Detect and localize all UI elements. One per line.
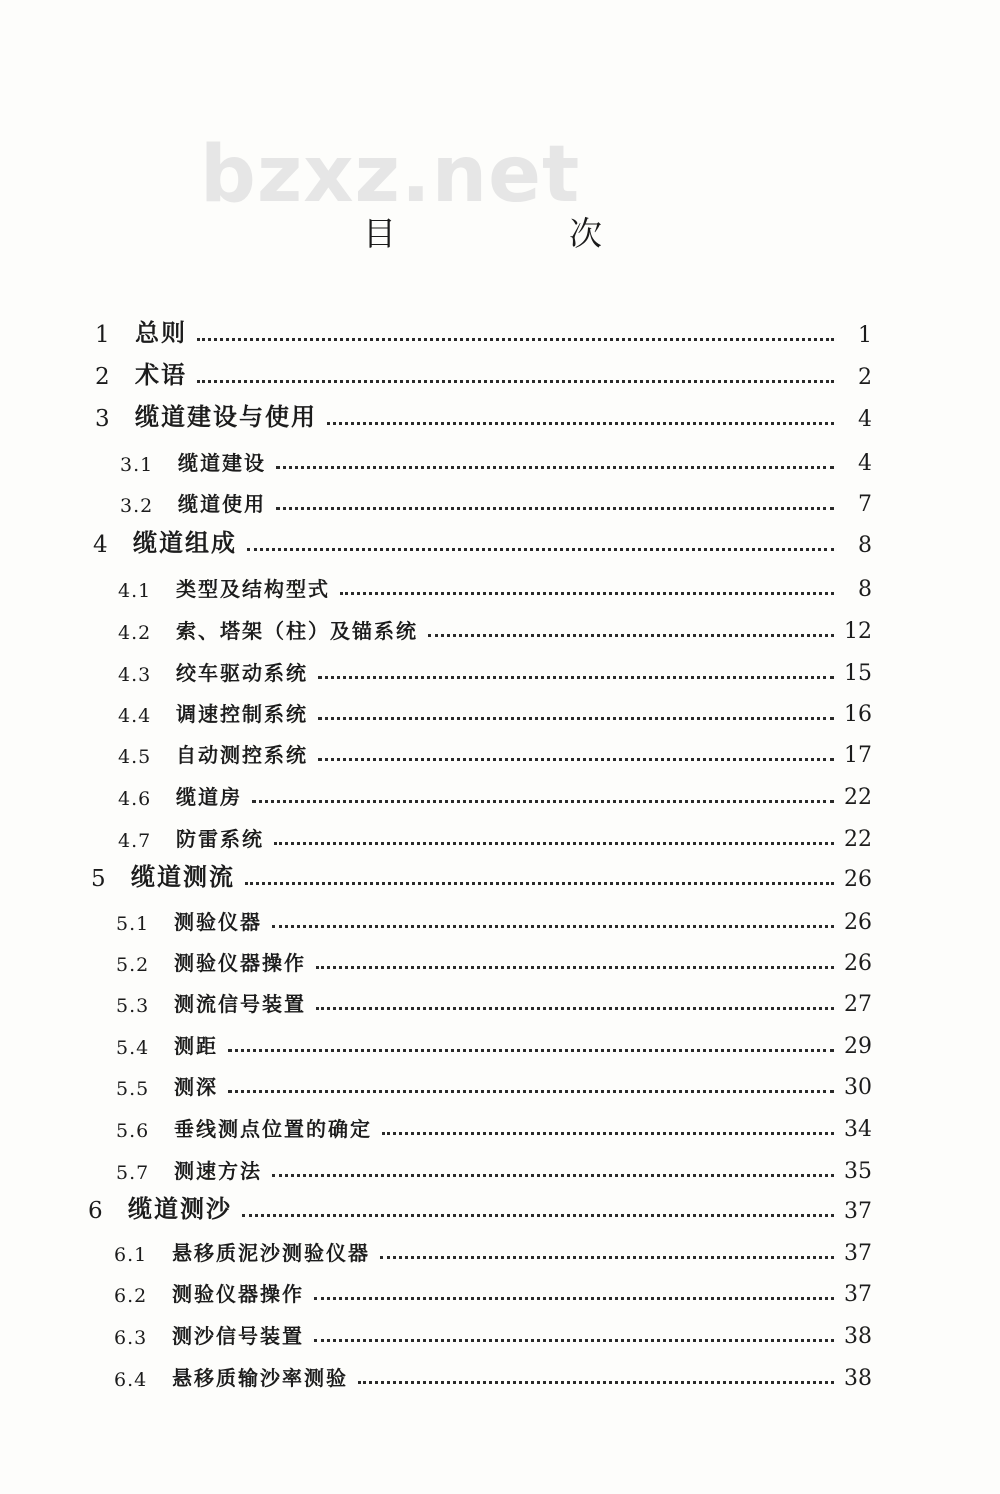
toc-entry-label: 测深	[174, 1075, 218, 1099]
toc-entry-page-number: 17	[844, 743, 872, 768]
toc-entry-number: 5.1	[116, 913, 150, 935]
toc-entry[interactable]	[93, 528, 872, 558]
toc-entry-page-number: 22	[844, 827, 872, 852]
toc-entry-number: 5.3	[116, 995, 150, 1017]
toc-entry-number: 4.6	[118, 788, 152, 810]
toc-dot-leader	[382, 1132, 834, 1135]
toc-entry[interactable]	[95, 318, 872, 348]
toc-dot-leader	[272, 925, 834, 928]
toc-entry-page-number: 1	[858, 323, 872, 348]
toc-dot-leader	[428, 634, 834, 637]
toc-entry-page-number: 4	[858, 407, 872, 432]
toc-dot-leader	[274, 842, 834, 845]
toc-entry-number: 4	[93, 532, 108, 558]
toc-entry[interactable]	[114, 1277, 872, 1307]
toc-entry[interactable]	[95, 360, 872, 390]
toc-dot-leader	[314, 1297, 834, 1300]
toc-entry-label: 缆道房	[176, 785, 242, 809]
toc-entry-page-number: 26	[844, 910, 872, 935]
toc-entry-number: 5.4	[116, 1037, 150, 1059]
toc-entry[interactable]	[116, 905, 872, 935]
toc-entry-number: 3	[95, 406, 110, 432]
toc-entry-label: 测验仪器操作	[172, 1282, 304, 1306]
toc-dot-leader	[228, 1090, 834, 1093]
toc-dot-leader	[252, 800, 834, 803]
toc-entry-label: 类型及结构型式	[176, 577, 330, 601]
page-title: 目 次	[363, 214, 672, 253]
toc-entry-page-number: 8	[858, 533, 872, 558]
toc-entry-page-number: 37	[844, 1282, 872, 1307]
toc-entry-page-number: 12	[844, 619, 872, 644]
toc-entry-page-number: 7	[858, 492, 872, 517]
toc-entry-number: 2	[95, 364, 110, 390]
toc-entry-number: 5.6	[116, 1120, 150, 1142]
toc-entry-number: 3.1	[120, 454, 154, 476]
toc-entry-label: 缆道测流	[131, 862, 235, 891]
toc-dot-leader	[314, 1339, 834, 1342]
toc-entry[interactable]	[118, 738, 872, 768]
toc-entry[interactable]	[116, 1112, 872, 1142]
toc-dot-leader	[358, 1381, 834, 1384]
toc-entry-label: 术语	[135, 360, 187, 389]
toc-entry-number: 4.4	[118, 705, 152, 727]
toc-entry-page-number: 37	[844, 1241, 872, 1266]
toc-entry-page-number: 35	[844, 1159, 872, 1184]
toc-entry-page-number: 26	[844, 951, 872, 976]
toc-entry-label: 自动测控系统	[176, 743, 308, 767]
toc-entry[interactable]	[118, 656, 872, 686]
toc-entry[interactable]	[114, 1319, 872, 1349]
toc-entry[interactable]	[118, 780, 872, 810]
toc-dot-leader	[327, 422, 834, 425]
toc-entry-number: 5.2	[116, 954, 150, 976]
toc-entry[interactable]	[118, 822, 872, 852]
toc-entry-label: 测验仪器操作	[174, 951, 306, 975]
toc-dot-leader	[245, 882, 834, 885]
toc-entry-page-number: 37	[844, 1199, 872, 1224]
toc-entry-label: 缆道建设与使用	[135, 402, 317, 431]
toc-dot-leader	[318, 717, 834, 720]
toc-dot-leader	[316, 966, 834, 969]
toc-dot-leader	[197, 338, 834, 341]
toc-dot-leader	[318, 676, 834, 679]
toc-entry[interactable]	[116, 987, 872, 1017]
toc-entry-number: 4.3	[118, 664, 152, 686]
toc-entry-page-number: 38	[844, 1324, 872, 1349]
toc-dot-leader	[380, 1256, 834, 1259]
toc-dot-leader	[276, 466, 834, 469]
toc-entry-page-number: 27	[844, 992, 872, 1017]
toc-entry-page-number: 15	[844, 661, 872, 686]
toc-entry[interactable]	[116, 946, 872, 976]
toc-entry-number: 6.3	[114, 1327, 148, 1349]
toc-entry-label: 测速方法	[174, 1159, 262, 1183]
toc-entry-label: 绞车驱动系统	[176, 661, 308, 685]
toc-entry-number: 4.7	[118, 830, 152, 852]
toc-entry-page-number: 22	[844, 785, 872, 810]
toc-entry-number: 4.1	[118, 580, 152, 602]
toc-entry[interactable]	[114, 1361, 872, 1391]
toc-entry-page-number: 38	[844, 1366, 872, 1391]
toc-entry[interactable]	[116, 1154, 872, 1184]
toc-entry-number: 4.5	[118, 746, 152, 768]
toc-entry[interactable]	[91, 862, 872, 892]
toc-entry[interactable]	[114, 1236, 872, 1266]
toc-entry-label: 调速控制系统	[176, 702, 308, 726]
toc-entry-page-number: 4	[858, 451, 872, 476]
toc-entry-label: 测沙信号装置	[172, 1324, 304, 1348]
toc-entry[interactable]	[118, 697, 872, 727]
toc-entry-page-number: 26	[844, 867, 872, 892]
toc-entry-label: 测距	[174, 1034, 218, 1058]
toc-entry-label: 垂线测点位置的确定	[174, 1117, 372, 1141]
toc-entry-page-number: 29	[844, 1034, 872, 1059]
toc-entry-page-number: 8	[858, 577, 872, 602]
toc-dot-leader	[276, 507, 834, 510]
toc-entry-page-number: 34	[844, 1117, 872, 1142]
toc-entry-label: 悬移质输沙率测验	[172, 1366, 348, 1390]
toc-entry-label: 缆道建设	[178, 451, 266, 475]
toc-entry[interactable]	[88, 1194, 872, 1224]
toc-entry-label: 缆道组成	[133, 528, 237, 557]
toc-dot-leader	[247, 548, 834, 551]
toc-entry-number: 5.5	[116, 1078, 150, 1100]
toc-entry-page-number: 30	[844, 1075, 872, 1100]
toc-entry[interactable]	[120, 487, 872, 517]
toc-entry-number: 6.1	[114, 1244, 148, 1266]
toc-entry-number: 5.7	[116, 1162, 150, 1184]
toc-entry-label: 测验仪器	[174, 910, 262, 934]
toc-entry-label: 总则	[135, 318, 187, 347]
toc-dot-leader	[316, 1007, 834, 1010]
toc-entry-label: 缆道使用	[178, 492, 266, 516]
toc-entry-label: 索、塔架（柱）及锚系统	[176, 619, 418, 643]
toc-entry-number: 5	[91, 866, 106, 892]
toc-entry[interactable]	[120, 446, 872, 476]
toc-entry[interactable]	[118, 572, 872, 602]
toc-dot-leader	[318, 758, 834, 761]
toc-entry[interactable]	[116, 1029, 872, 1059]
toc-entry-number: 6	[88, 1198, 103, 1224]
toc-dot-leader	[228, 1049, 834, 1052]
toc-entry-label: 悬移质泥沙测验仪器	[172, 1241, 370, 1265]
toc-dot-leader	[197, 380, 834, 383]
toc-dot-leader	[272, 1174, 834, 1177]
toc-entry-number: 6.4	[114, 1369, 148, 1391]
toc-entry-page-number: 2	[858, 365, 872, 390]
toc-entry-label: 测流信号装置	[174, 992, 306, 1016]
toc-dot-leader	[340, 592, 834, 595]
toc-entry-number: 4.2	[118, 622, 152, 644]
toc-entry-page-number: 16	[844, 702, 872, 727]
toc-entry-label: 防雷系统	[176, 827, 264, 851]
toc-entry[interactable]	[116, 1070, 872, 1100]
watermark-text: bzxz.net	[200, 130, 581, 220]
toc-entry-number: 3.2	[120, 495, 154, 517]
toc-entry[interactable]	[118, 614, 872, 644]
toc-entry-label: 缆道测沙	[128, 1194, 232, 1223]
toc-dot-leader	[242, 1214, 834, 1217]
toc-entry-number: 6.2	[114, 1285, 148, 1307]
toc-entry[interactable]	[95, 402, 872, 432]
toc-entry-number: 1	[95, 322, 110, 348]
